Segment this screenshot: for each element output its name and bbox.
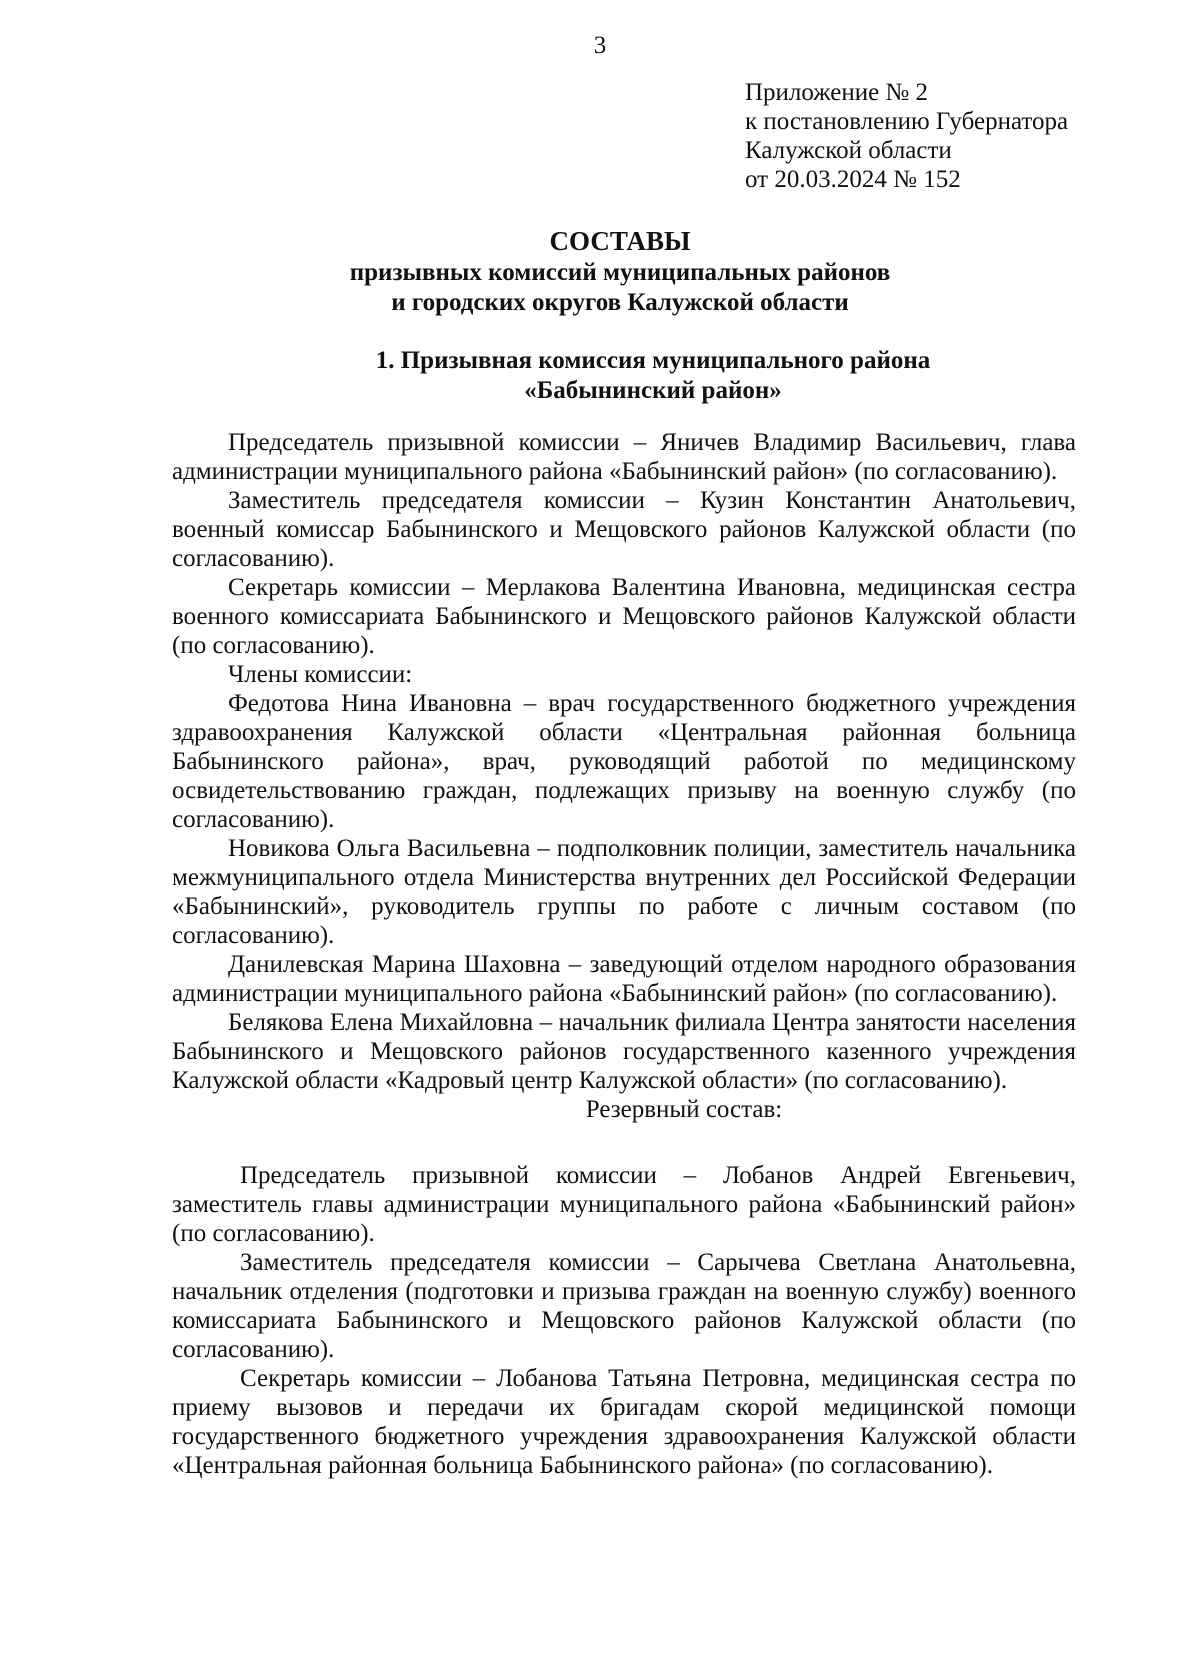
section-title-line: 1. Призывная комиссия муниципального района (375, 347, 931, 374)
members-label: Члены комиссии: (228, 661, 413, 688)
reserve-paragraph: Заместитель председателя комиссии – Сарычева Светлана Анатольевна, начальник отделения (подготовки и призыва граждан на военную службу) военного комиссариата Бабынинского и Мещовского районов Калужской области (по согласованию). (172, 1249, 1076, 1363)
section-title-line: «Бабынинский район» (524, 377, 782, 404)
document-subtitle-line: призывных комиссий муниципальных районов (349, 259, 891, 286)
reserve-label: Резервный состав: (585, 1096, 783, 1123)
appendix-line: Калужской области (745, 137, 952, 164)
page-number: 3 (593, 32, 607, 59)
secretary-paragraph: Секретарь комиссии – Мерлакова Валентина Ивановна, медицинская сестра военного комиссариата Бабынинского и Мещовского районов Калужской области (по согласованию). (172, 574, 1076, 659)
document-subtitle-line: и городских округов Калужской области (391, 289, 849, 316)
appendix-line: Приложение № 2 (745, 79, 929, 106)
reserve-paragraph: Секретарь комиссии – Лобанова Татьяна Петровна, медицинская сестра по приему вызовов и передачи их бригадам скорой медицинской помощи государственного бюджетного учреждения здравоохранения Калужской области «Центральная районная больница Бабынинского района» (по согласованию). (172, 1365, 1076, 1479)
member-paragraph: Данилевская Марина Шаховна – заведующий отделом народного образования администрации муниципального района «Бабынинский район» (по согласованию). (172, 951, 1076, 1007)
section-heading (0, 346, 1200, 406)
reserve-paragraph: Председатель призывной комиссии – Лобанов Андрей Евгеньевич, заместитель главы администрации муниципального района «Бабынинский район» (по согласованию). (172, 1162, 1076, 1247)
document-heading (0, 225, 1200, 318)
deputy-paragraph: Заместитель председателя комиссии – Кузин Константин Анатольевич, военный комиссар Бабынинского и Мещовского районов Калужской области (по согласованию). (172, 487, 1076, 572)
member-paragraph: Белякова Елена Михайловна – начальник филиала Центра занятости населения Бабынинского и Мещовского районов государственного казенного учреждения Калужской области «Кадровый центр Калужской области» (по согласованию). (172, 1009, 1076, 1094)
appendix-block (745, 78, 1165, 194)
appendix-line: к постановлению Губернатора (745, 108, 1069, 135)
section-body (172, 428, 1076, 1480)
chairman-paragraph: Председатель призывной комиссии – Яничев Владимир Васильевич, глава администрации муниципального района «Бабынинский район» (по согласованию). (172, 429, 1076, 485)
document-title: СОСТАВЫ (549, 226, 691, 256)
member-paragraph: Федотова Нина Ивановна – врач государственного бюджетного учреждения здравоохранения Калужской области «Центральная районная больница Бабынинского района», врач, руководящий работой по медицинскому освидетельствованию граждан, подлежащих призыву на военную службу (по согласованию). (172, 690, 1076, 833)
appendix-line: от 20.03.2024 № 152 (745, 166, 961, 193)
member-paragraph: Новикова Ольга Васильевна – подполковник полиции, заместитель начальника межмуниципального отдела Министерства внутренних дел Российской Федерации «Бабынинский», руководитель группы по работе с личным составом (по согласованию). (172, 835, 1076, 949)
